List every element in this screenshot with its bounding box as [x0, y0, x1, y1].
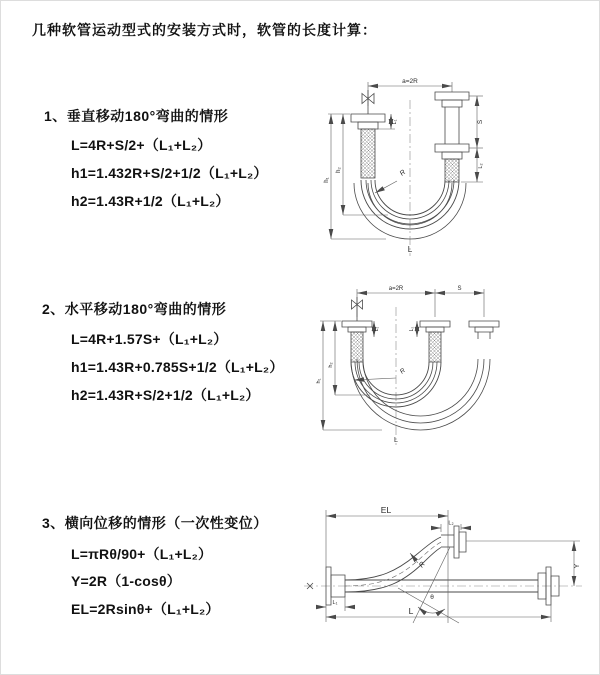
dim-y — [466, 541, 581, 586]
section1-formula-L: L=4R+S/2+（L₁+L₂） — [71, 137, 212, 153]
dim-label-s: S — [457, 286, 462, 292]
dim-label-l2: L₂ — [409, 326, 415, 332]
section1-formula-h1: h1=1.432R+S/2+1/2（L₁+L₂） — [71, 165, 268, 181]
dim-l2 — [432, 521, 470, 533]
radius-leader — [354, 367, 407, 380]
section2-heading: 2、水平移动180°弯曲的情形 — [42, 301, 227, 317]
valve-icon — [352, 297, 363, 321]
dim-h1 — [316, 321, 382, 430]
middle-pipe-flange — [420, 321, 450, 362]
left-pipe-flange — [342, 321, 372, 362]
dim-label-h1: h₁ — [316, 378, 322, 384]
dim-label-l: L — [394, 437, 398, 444]
dim-label-l2: L₂ — [478, 163, 484, 169]
dim-label-r: R — [418, 560, 427, 570]
dim-label-l1: L₁ — [392, 119, 398, 125]
dim-l2 — [409, 321, 417, 337]
dim-label-l1: L₁ — [374, 326, 380, 332]
angle-theta — [398, 510, 459, 623]
dim-h1 — [324, 114, 386, 239]
right-pipe-flange — [469, 321, 499, 339]
section1-formula-h2: h2=1.43R+1/2（L₁+L₂） — [71, 193, 230, 209]
valve-icon — [362, 90, 374, 114]
right-pipe-flanges — [435, 92, 469, 182]
hose-s-curve — [345, 537, 441, 592]
dim-a2r — [357, 286, 484, 317]
dim-l — [326, 605, 551, 622]
dim-label-h2: h₂ — [328, 362, 334, 368]
section3-formula-L: L=πRθ/90+（L₁+L₂） — [71, 546, 213, 562]
dim-label-h2: h₂ — [336, 167, 342, 173]
top-flange — [441, 526, 466, 558]
dim-label-s: S — [477, 119, 484, 125]
dim-label-h1: h₁ — [324, 177, 330, 183]
dim-label-a2r: a=2R — [402, 78, 418, 85]
page-title: 几种软管运动型式的安装方式时，软管的长度计算： — [32, 22, 377, 38]
diagram-horizontal-180-bend — [312, 281, 512, 453]
section2-formula-L: L=4R+1.57S+（L₁+L₂） — [71, 331, 228, 347]
dim-l1 — [374, 321, 380, 337]
dim-label-l: L — [407, 245, 413, 254]
section3-heading: 3、横向位移的情形（一次性变位） — [42, 515, 268, 531]
section2-formula-h1: h1=1.43R+0.785S+1/2（L₁+L₂） — [71, 359, 284, 375]
diagram-lateral-displacement — [298, 496, 596, 648]
section1-heading: 1、垂直移动180°弯曲的情形 — [44, 108, 229, 124]
section3-formula-Y: Y=2R（1-cosθ） — [71, 573, 181, 589]
dim-label-el: EL — [380, 505, 392, 515]
left-pipe-flange — [351, 114, 385, 178]
dim-label-r: R — [398, 367, 407, 376]
dim-label-r: R — [398, 168, 408, 178]
dim-label-y: Y — [574, 563, 581, 569]
dim-s — [435, 286, 484, 293]
diagram-vertical-180-bend — [316, 70, 516, 262]
dim-label-theta: θ — [430, 594, 434, 601]
section2-formula-h2: h2=1.43R+S/2+1/2（L₁+L₂） — [71, 387, 260, 403]
section3-formula-EL: EL=2Rsinθ+（L₁+L₂） — [71, 601, 220, 617]
dim-label-l2: L₂ — [448, 520, 454, 527]
dim-l2 — [477, 148, 484, 182]
dim-el — [326, 505, 448, 570]
dim-l1 — [317, 596, 354, 611]
radius-leader — [375, 169, 407, 193]
dim-label-a2r: a=2R — [388, 286, 404, 292]
dim-label-l: L — [408, 606, 414, 616]
dim-l1 — [377, 114, 398, 129]
dim-label-l1: L₁ — [332, 600, 338, 606]
